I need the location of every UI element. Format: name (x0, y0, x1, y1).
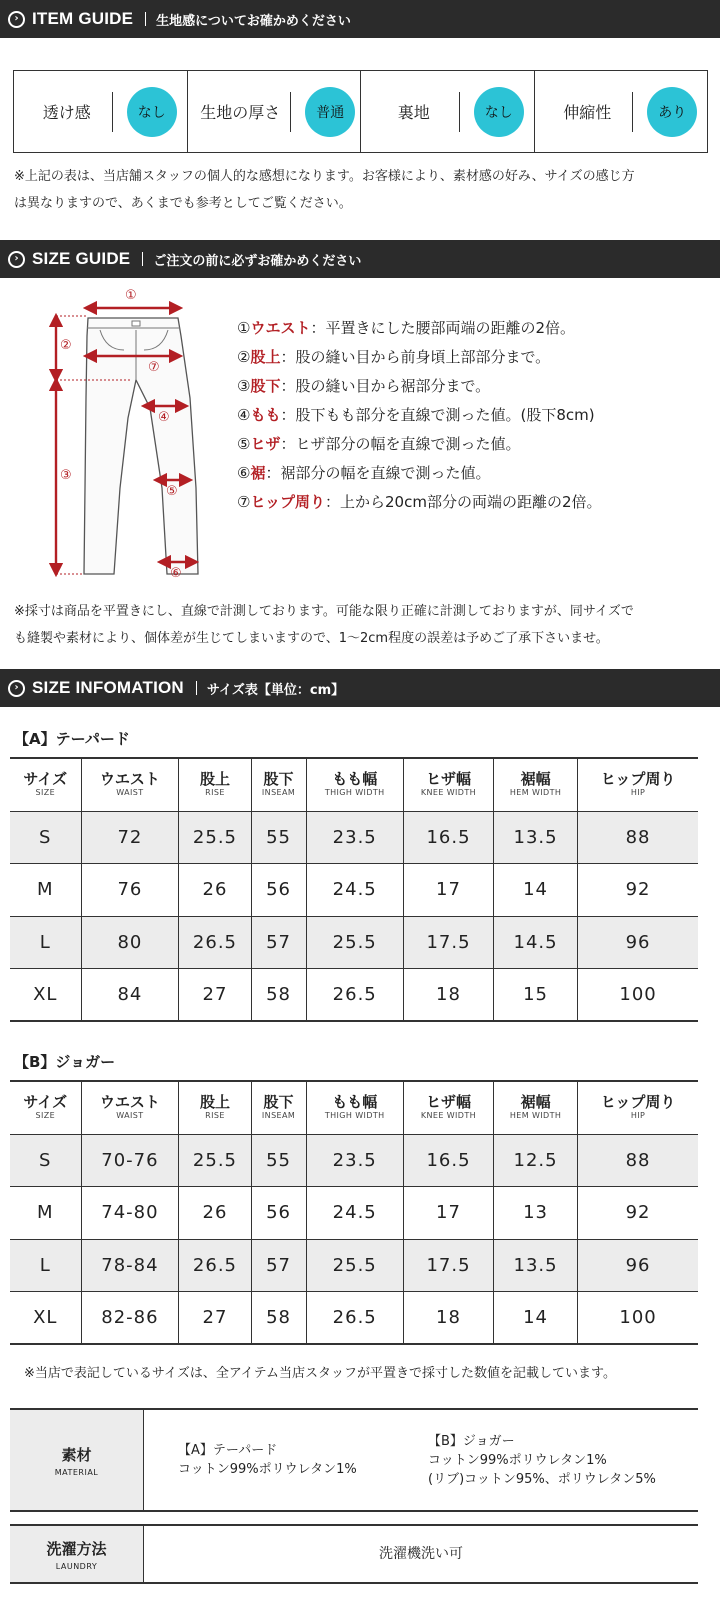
table-row (10, 864, 698, 917)
column-header-en: WAIST (116, 1111, 144, 1121)
guide-value-badge: なし (474, 87, 524, 137)
legend-key: 股上 (250, 348, 281, 366)
legend-row (237, 314, 602, 343)
table-cell: 92 (578, 1187, 698, 1240)
column-header-jp: ヒザ幅 (425, 770, 471, 789)
column-header-en: SIZE (35, 1111, 56, 1121)
table-cell: 72 (81, 811, 179, 864)
table-cell: 24.5 (306, 1187, 403, 1240)
table-cell: 26.5 (179, 1239, 251, 1292)
material-label-en: MATERIAL (54, 1467, 99, 1477)
guide-stretch (535, 71, 708, 152)
table-cell: 100 (578, 969, 698, 1022)
guide-label: 裏地 (397, 103, 430, 122)
legend-row (237, 343, 602, 372)
legend-key: ウエスト (250, 319, 311, 337)
table-cell: 58 (251, 969, 306, 1022)
size-info-subtitle: サイズ表【単位：cm】 (206, 682, 345, 698)
table-cell: 84 (81, 969, 179, 1022)
chevron-right-icon: › (8, 680, 25, 697)
laundry-value: 洗濯機洗い可 (379, 1545, 463, 1562)
table-header-row (10, 758, 698, 811)
material-b (428, 1432, 656, 1489)
legend-row (237, 488, 602, 517)
fabric-guide-box (13, 70, 708, 153)
table-cell: 80 (81, 916, 179, 969)
column-header-en: RISE (205, 1111, 225, 1121)
column-header-jp: 裾幅 (520, 770, 551, 789)
divider (145, 12, 146, 26)
pants-illustration (40, 288, 210, 598)
legend-num: ① (237, 319, 251, 337)
material-a-title: 【A】テーパード (178, 1443, 278, 1458)
table-cell: 100 (578, 1292, 698, 1345)
column-header-en: KNEE WIDTH (420, 1111, 477, 1121)
size-cell: XL (10, 1292, 81, 1345)
column-header-jp: ヒップ周り (600, 1093, 676, 1112)
legend-desc: ：上から20cm部分の両端の距離の2倍。 (325, 493, 602, 511)
guide-value-badge: あり (647, 87, 697, 137)
legend-num: ⑥ (237, 464, 251, 482)
table-cell: 12.5 (494, 1134, 578, 1187)
column-header-jp: サイズ (23, 770, 68, 789)
size-cell: M (10, 864, 81, 917)
column-header-en: RISE (205, 788, 225, 798)
column-header (578, 758, 698, 811)
laundry-row (10, 1524, 698, 1584)
item-guide-title: ITEM GUIDE (32, 9, 134, 28)
guide-sheer (14, 71, 188, 152)
chevron-right-icon: › (8, 11, 25, 28)
material-a (178, 1441, 428, 1479)
legend-num: ③ (237, 377, 251, 395)
table-cell: 25.5 (306, 916, 403, 969)
column-header-jp: 股下 (263, 1093, 294, 1112)
column-header (179, 1081, 251, 1134)
column-header-jp: もも幅 (332, 1093, 378, 1112)
table-cell: 23.5 (306, 811, 403, 864)
laundry-label-jp: 洗濯方法 (46, 1539, 107, 1558)
column-header-jp: ヒップ周り (600, 770, 676, 789)
column-header (251, 758, 306, 811)
column-header-jp: 股下 (263, 770, 294, 789)
material-row (10, 1408, 698, 1512)
legend-key: ヒザ (250, 435, 281, 453)
table-cell: 26.5 (306, 1292, 403, 1345)
guide-label: 透け感 (42, 103, 91, 122)
size-cell: L (10, 1239, 81, 1292)
table-cell: 26 (179, 864, 251, 917)
table-row (10, 1239, 698, 1292)
table-cell: 56 (251, 864, 306, 917)
table-cell: 17 (403, 864, 493, 917)
material-a-line: コットン99%ポリウレタン1% (178, 1462, 357, 1477)
size-cell: S (10, 811, 81, 864)
column-header (306, 1081, 403, 1134)
legend-desc: ：股の縫い目から前身頃上部部分まで。 (280, 348, 551, 366)
table-cell: 18 (403, 969, 493, 1022)
measurement-legend (237, 314, 602, 517)
table-cell: 76 (81, 864, 179, 917)
table-cell: 96 (578, 1239, 698, 1292)
table-cell: 14 (494, 864, 578, 917)
table-cell: 92 (578, 864, 698, 917)
column-header-jp: ヒザ幅 (425, 1093, 471, 1112)
table-a-title: 【A】テーパード (14, 730, 130, 748)
column-header (81, 758, 179, 811)
table-cell: 17.5 (403, 916, 493, 969)
size-table-tapered (10, 757, 698, 1022)
note-line: ※上記の表は、当店舗スタッフの個人的な感想になります。お客様により、素材感の好み、サイズの感じ方 (14, 169, 635, 184)
table-row (10, 1292, 698, 1345)
divider (459, 92, 460, 132)
guide-label: 伸縮性 (563, 103, 612, 122)
table-row (10, 916, 698, 969)
marker-waist: ① (125, 288, 137, 303)
column-header (306, 758, 403, 811)
guide-lining (361, 71, 535, 152)
size-guide-header (0, 240, 720, 278)
table-cell: 13.5 (494, 1239, 578, 1292)
table-cell: 55 (251, 811, 306, 864)
table-cell: 16.5 (403, 1134, 493, 1187)
note-line: ※採寸は商品を平置きにし、直線で計測しております。可能な限り正確に計測しておりますが、同サイズで (14, 604, 634, 619)
table-cell: 26 (179, 1187, 251, 1240)
table-cell: 96 (578, 916, 698, 969)
legend-desc: ：ヒザ部分の幅を直線で測った値。 (280, 435, 521, 453)
table-cell: 58 (251, 1292, 306, 1345)
table-cell: 27 (179, 969, 251, 1022)
legend-key: ヒップ周り (250, 493, 326, 511)
column-header-jp: もも幅 (332, 770, 378, 789)
table-b-title: 【B】ジョガー (14, 1053, 116, 1071)
divider (112, 92, 113, 132)
divider (196, 681, 197, 695)
marker-rise: ② (60, 338, 72, 353)
table-cell: 74-80 (81, 1187, 179, 1240)
column-header-en: HEM WIDTH (509, 788, 562, 798)
size-info-title: SIZE INFOMATION (32, 678, 184, 697)
column-header-jp: ウエスト (99, 1093, 160, 1112)
table-cell: 70-76 (81, 1134, 179, 1187)
legend-row (237, 372, 602, 401)
column-header (179, 758, 251, 811)
material-b-title: 【B】ジョガー (428, 1433, 515, 1449)
legend-desc: ：平置きにした腰部両端の距離の2倍。 (310, 319, 576, 337)
size-cell: L (10, 916, 81, 969)
table-cell: 88 (578, 1134, 698, 1187)
table-cell: 17 (403, 1187, 493, 1240)
chevron-right-icon: › (8, 251, 25, 268)
table-cell: 13 (494, 1187, 578, 1240)
table-cell: 16.5 (403, 811, 493, 864)
size-table-jogger (10, 1080, 698, 1345)
column-header (494, 758, 578, 811)
table-cell: 17.5 (403, 1239, 493, 1292)
column-header-jp: 股上 (199, 770, 230, 789)
table-cell: 25.5 (179, 811, 251, 864)
legend-key: 裾 (250, 464, 266, 482)
column-header-en: THIGH WIDTH (324, 1111, 385, 1121)
legend-key: 股下 (250, 377, 281, 395)
column-header (251, 1081, 306, 1134)
table-cell: 26.5 (306, 969, 403, 1022)
table-cell: 57 (251, 1239, 306, 1292)
material-body (144, 1410, 698, 1510)
column-header (10, 758, 81, 811)
divider (142, 252, 143, 266)
legend-desc: ：股の縫い目から裾部分まで。 (280, 377, 491, 395)
column-header (494, 1081, 578, 1134)
table-header-row (10, 1081, 698, 1134)
table-cell: 55 (251, 1134, 306, 1187)
item-guide-subtitle: 生地感についてお確かめください (156, 13, 351, 29)
size-guide-note (14, 598, 634, 652)
table-row (10, 1134, 698, 1187)
legend-desc: ：股下もも部分を直線で測った値。(股下8cm) (280, 406, 595, 424)
column-header-en: WAIST (116, 788, 144, 798)
legend-row (237, 430, 602, 459)
item-guide-note (14, 163, 635, 217)
column-header (10, 1081, 81, 1134)
size-cell: XL (10, 969, 81, 1022)
material-label (10, 1410, 144, 1510)
marker-inseam: ③ (60, 468, 72, 483)
table-cell: 14.5 (494, 916, 578, 969)
column-header-en: INSEAM (261, 788, 296, 798)
column-header (403, 1081, 493, 1134)
column-header (578, 1081, 698, 1134)
marker-hip: ⑦ (148, 360, 160, 375)
material-b-line: コットン99%ポリウレタン1% (428, 1452, 607, 1468)
divider (632, 92, 633, 132)
item-guide-header (0, 0, 720, 38)
column-header-en: HEM WIDTH (509, 1111, 562, 1121)
table-cell: 56 (251, 1187, 306, 1240)
column-header (81, 1081, 179, 1134)
legend-desc: ：裾部分の幅を直線で測った値。 (265, 464, 491, 482)
column-header (403, 758, 493, 811)
table-cell: 13.5 (494, 811, 578, 864)
pants-measurement-diagram (40, 288, 210, 598)
laundry-label (10, 1526, 144, 1582)
column-header-jp: ウエスト (99, 770, 160, 789)
legend-key: もも (250, 406, 281, 424)
size-info-header (0, 669, 720, 707)
size-guide-subtitle: ご注文の前に必ずお確かめください (153, 253, 362, 269)
legend-row (237, 459, 602, 488)
table-row (10, 1187, 698, 1240)
table-cell: 27 (179, 1292, 251, 1345)
divider (290, 92, 291, 132)
size-info-note: ※当店で表記しているサイズは、全アイテム当店スタッフが平置きで採寸した数値を記載しています。 (24, 1366, 616, 1381)
table-row (10, 811, 698, 864)
column-header-en: KNEE WIDTH (420, 788, 477, 798)
table-cell: 24.5 (306, 864, 403, 917)
table-row (10, 969, 698, 1022)
column-header-en: HIP (630, 1111, 646, 1121)
column-header-en: SIZE (35, 788, 56, 798)
column-header-jp: 裾幅 (520, 1093, 551, 1112)
column-header-jp: サイズ (23, 1093, 68, 1112)
legend-num: ⑦ (237, 493, 251, 511)
size-cell: S (10, 1134, 81, 1187)
guide-value-badge: なし (127, 87, 177, 137)
table-cell: 14 (494, 1292, 578, 1345)
guide-thickness (188, 71, 362, 152)
legend-num: ④ (237, 406, 251, 424)
column-header-jp: 股上 (199, 1093, 230, 1112)
size-cell: M (10, 1187, 81, 1240)
marker-hem: ⑥ (170, 566, 182, 581)
laundry-label-en: LAUNDRY (55, 1561, 98, 1571)
note-line: は異なりますので、あくまでも参考としてご覧ください。 (14, 196, 352, 211)
table-cell: 78-84 (81, 1239, 179, 1292)
table-cell: 82-86 (81, 1292, 179, 1345)
marker-thigh: ④ (158, 410, 170, 425)
table-cell: 57 (251, 916, 306, 969)
marker-knee: ⑤ (166, 484, 178, 499)
legend-num: ⑤ (237, 435, 251, 453)
column-header-en: THIGH WIDTH (324, 788, 385, 798)
guide-value-badge: 普通 (305, 87, 355, 137)
table-cell: 25.5 (179, 1134, 251, 1187)
material-label-jp: 素材 (61, 1445, 92, 1464)
table-cell: 15 (494, 969, 578, 1022)
guide-label: 生地の厚さ (200, 103, 281, 122)
column-header-en: HIP (630, 788, 646, 798)
legend-row (237, 401, 602, 430)
size-guide-title: SIZE GUIDE (32, 249, 131, 268)
table-cell: 18 (403, 1292, 493, 1345)
legend-num: ② (237, 348, 251, 366)
table-cell: 88 (578, 811, 698, 864)
column-header-en: INSEAM (261, 1111, 296, 1121)
note-line: も縫製や素材により、個体差が生じてしまいますので、1〜2cm程度の誤差は予めご了承下さいませ。 (14, 631, 609, 646)
table-cell: 26.5 (179, 916, 251, 969)
table-cell: 25.5 (306, 1239, 403, 1292)
table-cell: 23.5 (306, 1134, 403, 1187)
material-b-line: (リブ)コットン95%、ポリウレタン5% (428, 1471, 656, 1487)
